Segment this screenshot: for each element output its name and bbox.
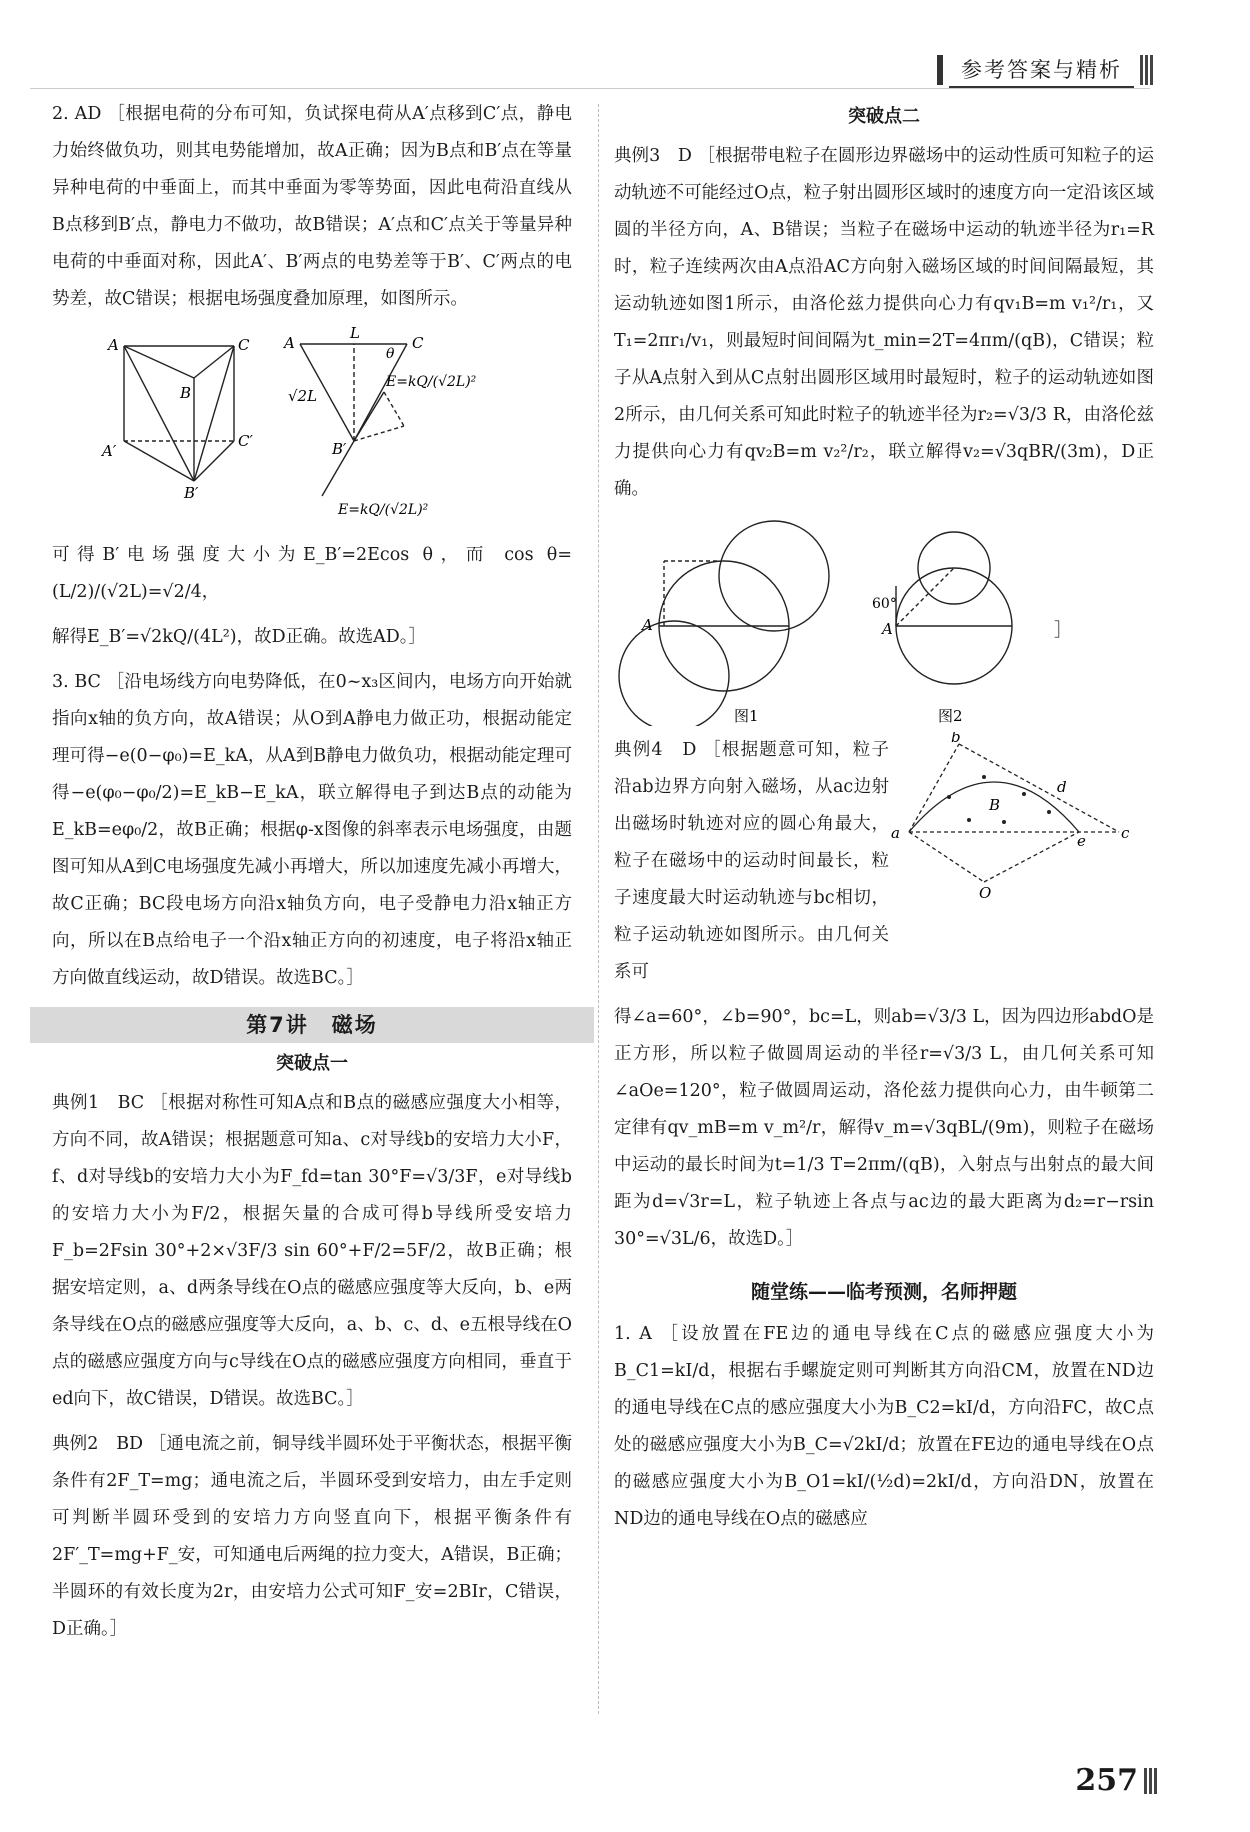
circular-motion-figures	[614, 516, 1154, 726]
fig4-label-d: d	[1057, 778, 1067, 796]
answer-q2: 2. AD ［根据电荷的分布可知，负试探电荷从A′点移到C′点，静电力始终做负功，则其电势能增加，故A正确；因为B点和B′点在等量异种电荷的中垂面上，而其中垂面为零等势面，因此电荷沿直线从B点移到B′点，静电力不做功，故B错误；A′点和C′点关于等量异种电荷的中垂面对称，因此A′、B′两点的电势差等于B′、C′两点的电势差，故C错误；根据电场强度叠加原理，如图所示。	[52, 104, 572, 309]
triangle-trajectory-figure	[889, 732, 1134, 902]
header-title: 参考答案与精析	[949, 52, 1134, 88]
fig3-label-a: A	[642, 616, 653, 634]
fig4-label-b: b	[951, 732, 961, 746]
breakthrough-point-one: 突破点一	[276, 1053, 348, 1074]
field-superposition-figures	[52, 326, 572, 531]
fig2-label-b-prime: B′	[332, 440, 347, 458]
breakthrough-point-two: 突破点二	[848, 106, 920, 127]
prism-figure	[124, 346, 234, 481]
example-2: 典例2 BD ［通电流之前，铜导线半圆环处于平衡状态，根据平衡条件有2F_T=mg；通电流之后，半圆环受到安培力，由左手定则可判断半圆环受到的安培力方向竖直向下，根据平衡条件有2F′_T=mg+F_安，可知通电后两绳的拉力变大，A错误，B正确；半圆环的有效长度为2r，由安培力公式可知F_安=2BIr，C错误，D正确。］	[52, 1434, 572, 1639]
right-column	[614, 96, 1154, 1546]
fig4-label-o: O	[979, 884, 992, 902]
header-bar-decoration	[937, 55, 943, 85]
page-number-block	[1075, 1763, 1158, 1798]
fig3-label-60deg: 60°	[872, 596, 897, 612]
lecture-title: 第7讲 磁场	[30, 1007, 594, 1043]
left-column	[52, 96, 572, 1656]
fig1-label-b: B	[180, 384, 192, 402]
fig2-label-theta: θ	[386, 346, 395, 362]
column-separator	[598, 104, 599, 1714]
fig2-label-c: C	[412, 334, 424, 352]
example-4-continued: 得∠a=60°，∠b=90°，bc=L，则ab=√3/3 L，因为四边形abdO是正方形，所以粒子做圆周运动的半径r=√3/3 L，由几何关系可知∠aOe=120°，粒子做圆周运动，洛伦兹力提供向心力，由牛顿第二定律有qv_mB=m v_m²/r，解得v_m=√3qBL/(9m)，则粒子在磁场中运动的最长时间为t=1/3 T=2πm/(qB)，入射点与出射点的最大间距为d=√3r=L，粒子轨迹上各点与ac边的最大距离为d₂=r−rsin 30°=√3L/6，故选D。］	[614, 1007, 1154, 1249]
fig4-label-a: a	[891, 824, 900, 842]
practice-section-title: 随堂练——临考预测，名师押题	[750, 1281, 1017, 1303]
fig1-label-a: A	[108, 336, 119, 354]
fig3-bracket: ］	[1054, 620, 1072, 641]
answer-q2-formula: 可得B′电场强度大小为E_B′=2Ecos θ，而 cos θ=(L/2)/(√2L)=√2/4，	[52, 545, 572, 602]
fig3-caption-1: 图1	[734, 707, 759, 725]
fig1-label-c-prime: C′	[238, 432, 253, 450]
fig3-caption-2: 图2	[938, 707, 963, 725]
fig4-label-c: c	[1121, 824, 1130, 842]
page-number: 257	[1075, 1763, 1138, 1798]
fig2-label-l: L	[350, 326, 360, 342]
fig1-label-c: C	[238, 336, 250, 354]
example-1: 典例1 BC ［根据对称性可知A点和B点的磁感应强度大小相等，方向不同，故A错误；根据题意可知a、c对导线b的安培力大小F，f、d对导线b的安培力大小为F_fd=tan 30°F=√3/3F，e对导线b的安培力大小为F/2，根据矢量的合成可得b导线所受安培力F_b=2Fsin 30°+2×√3F/3 sin 60°+F/2=5F/2，故B正确；根据安培定则，a、d两条导线在O点的磁感应强度等大反向，b、e两条导线在O点的磁感应强度等大反向，a、b、c、d、e五根导线在O点的磁感应强度方向与c导线在O点的磁感应强度方向相同，垂直于ed向下，故C错误，D错误。故选BC。］	[52, 1093, 572, 1409]
header-tail-decoration	[1140, 55, 1154, 85]
example-4-block	[614, 732, 1154, 999]
example-4: 典例4 D ［根据题意可知，粒子沿ab边界方向射入磁场，从ac边射出磁场时轨迹对应的圆心角最大，粒子在磁场中的运动时间最长，粒子速度最大时运动轨迹与bc相切，粒子运动轨迹如图所示。由几何关系可	[614, 740, 889, 982]
fig4-label-e: e	[1077, 832, 1086, 850]
figure-2	[896, 532, 1012, 684]
vector-figure	[300, 344, 407, 496]
page-header	[937, 52, 1154, 88]
fig2-label-sqrt2l: √2L	[288, 387, 318, 405]
answer-q2-end: 解得E_B′=√2kQ/(4L²)，故D正确。故选AD。］	[52, 627, 427, 647]
answer-q3: 3. BC ［沿电场线方向电势降低，在0~x₃区间内，电场方向开始就指向x轴的负方向，故A错误；从O到A静电力做正功，根据动能定理可得−e(0−φ₀)=E_kA，从A到B静电力做负功，根据动能定理可得−e(φ₀−φ₀/2)=E_kB−E_kA，联立解得电子到达B点的动能为E_kB=eφ₀/2，故B正确；根据φ-x图像的斜率表示电场强度，由题图可知从A到C电场强度先减小再增大，所以加速度先减小再增大，故C正确；BC段电场方向沿x轴负方向，电子受静电力沿x轴正方向，所以在B点给电子一个沿x轴正方向的初速度，电子将沿x轴正方向做直线运动，故D错误。故选BC。］	[52, 672, 572, 988]
practice-1: 1. A ［设放置在FE边的通电导线在C点的磁感应强度大小为B_C1=kI/d，根据右手螺旋定则可判断其方向沿CM，放置在ND边的通电导线在C点的感应强度大小为B_C2=kI/d，方向沿FC，故C点处的磁感应强度大小为B_C=√2kI/d；放置在FE边的通电导线在O点的磁感应强度大小为B_O1=kI/(½d)=2kI/d，方向沿DN，放置在ND边的通电导线在O点的磁感应	[614, 1324, 1154, 1529]
fig1-label-b-prime: B′	[184, 484, 199, 502]
fig2-label-e-bottom: E=kQ/(√2L)²	[338, 502, 429, 518]
example-3: 典例3 D ［根据带电粒子在圆形边界磁场中的运动性质可知粒子的运动轨迹不可能经过O点，粒子射出圆形区域时的速度方向一定沿该区域圆的半径方向，A、B错误；当粒子在磁场中运动的轨迹半径为r₁=R时，粒子连续两次由A点沿AC方向射入磁场区域的时间间隔最短，其运动轨迹如图1所示，由洛伦兹力提供向心力有qv₁B=m v₁²/r₁，又T₁=2πr₁/v₁，则最短时间间隔为t_min=2T=4πm/(qB)，C错误；粒子从A点射入到从C点射出圆形区域用时最短时，粒子的运动轨迹如图2所示，由几何关系可知此时粒子的轨迹半径为r₂=√3/3 R，由洛伦兹力提供向心力有qv₂B=m v₂²/r₂，联立解得v₂=√3qBR/(3m)，D正确。	[614, 146, 1154, 499]
header-rule	[30, 88, 1150, 89]
fig4-label-b-center: B	[989, 796, 1001, 814]
fig1-label-a-prime: A′	[102, 442, 117, 460]
page-number-decoration	[1144, 1768, 1158, 1794]
fig2-label-e-top: E=kQ/(√2L)²	[386, 374, 477, 390]
fig3-label-a-2: A	[882, 620, 893, 638]
fig2-label-a: A	[284, 334, 295, 352]
